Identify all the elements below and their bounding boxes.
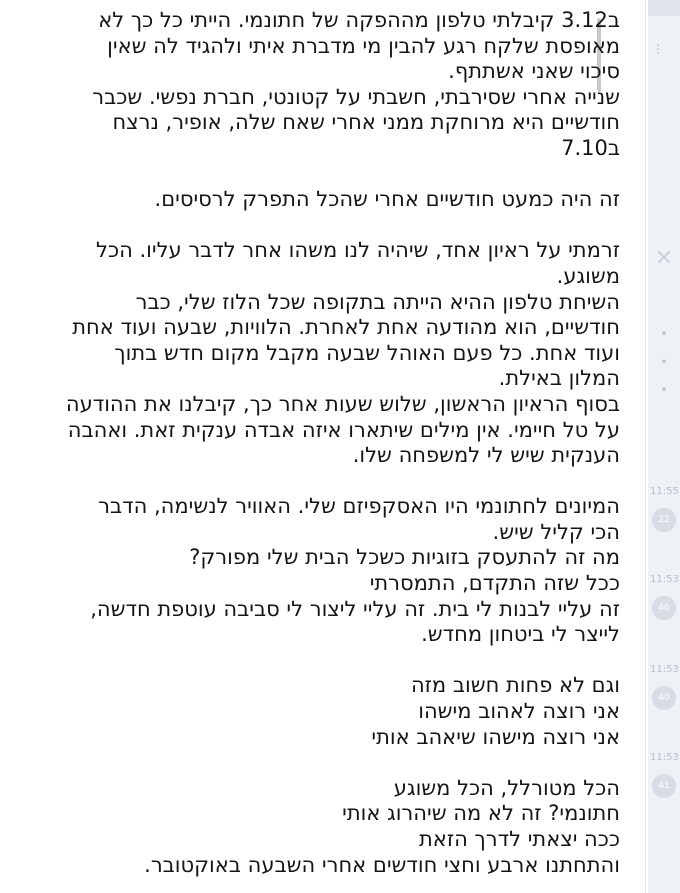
message-line: הכל מטורלל, הכל משוגע: [393, 775, 620, 800]
blank-line: [12, 213, 620, 239]
message-line: השיחת טלפון ההיא הייתה בתקופה שכל הלוז שלי, כבר: [135, 289, 620, 314]
message-line: המלון באילת.: [498, 366, 620, 391]
close-icon[interactable]: ×: [654, 245, 674, 270]
message-line: על טל חיימי. אין מילים שיתארו איזה אבדה ענקית זאת. ואהבה: [67, 417, 620, 442]
unread-badge: 40: [652, 686, 676, 710]
chat-time: 11:53: [650, 664, 679, 675]
message-line: חתונמי? זה לא מה שיהרוג אותי: [342, 801, 620, 826]
more-options-icon[interactable]: ⋮: [652, 42, 664, 56]
message-line: זרמתי על ראיון אחד, שיהיה לנו משהו אחר לדבר עליו. הכל: [96, 238, 620, 263]
message-line: ב3.12 קיבלתי טלפון מההפקה של חתונמי. הייתי כל כך לא: [98, 8, 620, 32]
background-chat-item[interactable]: [650, 752, 678, 832]
unread-badge: 41: [652, 774, 676, 798]
unread-badge: 22: [652, 508, 676, 532]
mute-icon: •: [660, 355, 668, 369]
background-action-icons: [652, 320, 676, 440]
message-line: זה היה כמעט חודשיים אחרי שהכל התפרק לרסיסים.: [154, 187, 620, 212]
message-line: הענקית שיש לי למשפחה שלו.: [352, 443, 620, 468]
chat-time: 11:53: [650, 574, 679, 585]
message-line: לייצר לי ביטחון מחדש.: [421, 622, 620, 647]
message-line: ועוד אחת. כל פעם האוהל שבעה מקבל מקום חדש בתוך: [114, 340, 620, 365]
message-line: וגם לא פחות חשוב מזה: [410, 673, 620, 698]
message-line: סיכוי שאני אשתתף.: [448, 59, 620, 84]
background-chat-item[interactable]: [650, 664, 678, 744]
message-line: והתחתנו ארבע וחצי חודשים אחרי השבעה באוקטובר.: [144, 852, 620, 877]
blank-line: [12, 162, 620, 188]
message-line: ב7.10: [561, 135, 620, 160]
unread-badge: 46: [652, 596, 676, 620]
message-body: [12, 8, 620, 892]
background-chat-item[interactable]: [650, 486, 678, 566]
strip-header-bar: [648, 0, 680, 16]
blank-line: [12, 648, 620, 674]
chat-time: 11:55: [650, 486, 679, 497]
message-line: שנייה אחרי שסירבתי, חשבתי על קטונטי, חברת נפשי. שכבר: [92, 84, 620, 109]
background-chat-item[interactable]: [650, 574, 678, 654]
message-line: ככל שזה התקדם, התמסרתי: [369, 571, 620, 596]
message-line: חודשיים, הוא מהודעה אחת לאחרת. הלוויות, שבעה ועוד אחת: [72, 315, 620, 340]
message-line: מה זה להתעסק בזוגיות כשכל הבית שלי מפורק?: [189, 545, 620, 570]
message-line: המיונים לחתונמי היו האסקפיזם שלי. האוויר לנשימה, הדבר: [98, 494, 620, 519]
message-line: זה עליי לבנות לי בית. זה עליי ליצור לי סביבה עוטפת חדשה,: [90, 596, 620, 621]
chat-time: 11:53: [650, 752, 679, 763]
message-line: הכי קליל שיש.: [492, 519, 620, 544]
mark-icon: •: [660, 383, 668, 397]
message-line: ככה יצאתי לדרך הזאת: [418, 827, 620, 851]
message-line: חודשיים היא מרוחקת ממני אחרי שאח שלה, אופיר, נרצח: [112, 110, 620, 135]
message-line: משוגע.: [556, 263, 620, 288]
message-line: מאופסת שלקח רגע להבין מי מדברת איתי ולהגיד לה שאין: [107, 33, 620, 58]
message-line: אני רוצה לאהוב מישהו: [418, 699, 620, 724]
message-line: בסוף הראיון הראשון, שלוש שעות אחר כך, קיבלנו את ההודעה: [65, 391, 620, 416]
blank-line: [12, 750, 620, 776]
pin-icon: •: [660, 327, 668, 341]
background-chat-list-strip: [648, 0, 680, 893]
message-line: אני רוצה מישהו שיאהב אותי: [371, 724, 620, 749]
blank-line: [12, 469, 620, 495]
